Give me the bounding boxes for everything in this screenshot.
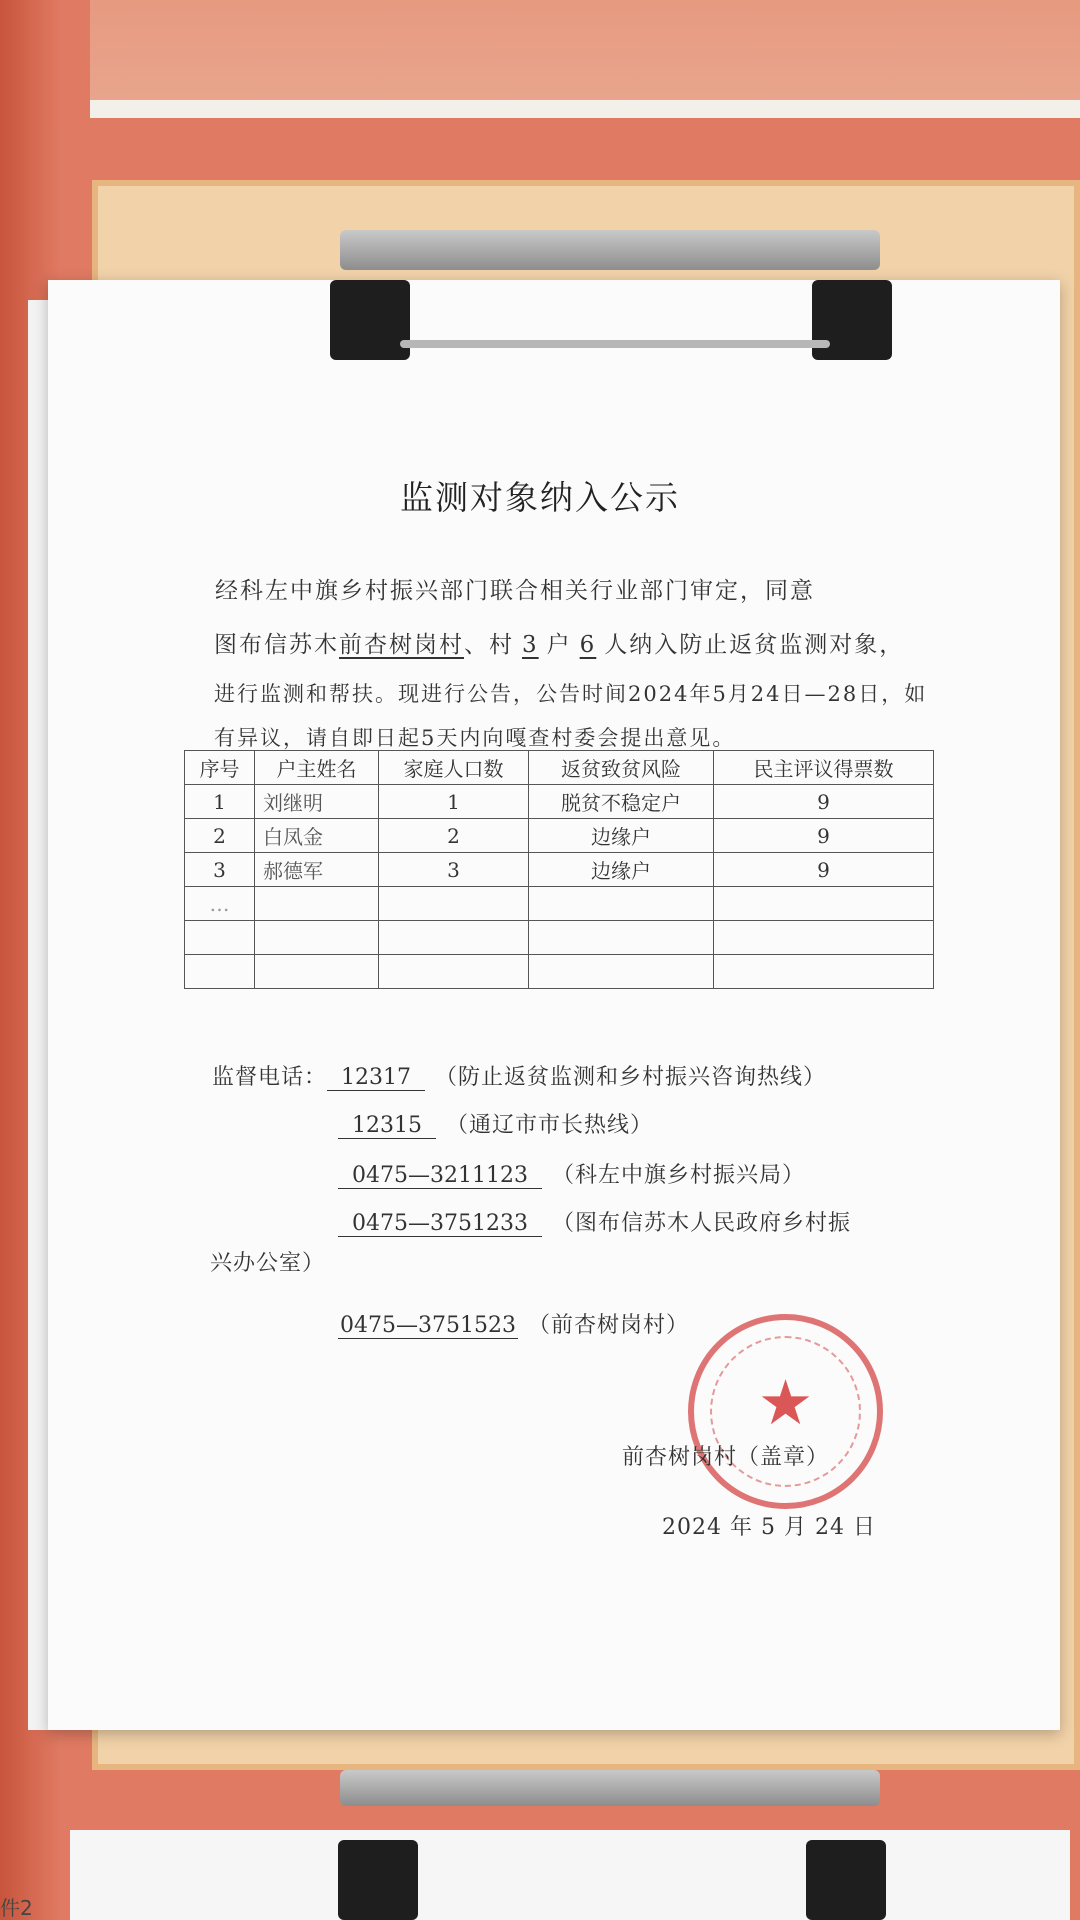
people-count: 6 bbox=[579, 632, 597, 658]
table-row: 1 刘继明 1 脱贫不稳定户 9 bbox=[185, 785, 934, 819]
clip-right-foot bbox=[812, 280, 892, 360]
table-row: … bbox=[185, 887, 934, 921]
col-header-risk: 返贫致贫风险 bbox=[529, 751, 714, 785]
phone-number: 0475—3751233 bbox=[338, 1211, 542, 1237]
phone-line-3: 0475—3211123 （科左中旗乡村振兴局） bbox=[338, 1158, 805, 1189]
signature-org: 前杏树岗村（盖章） bbox=[622, 1445, 830, 1470]
phone-number: 12315 bbox=[338, 1113, 436, 1139]
bottom-clip-left-foot bbox=[338, 1840, 418, 1920]
table-row bbox=[185, 955, 934, 989]
phone-line-4-cont: 兴办公室） bbox=[210, 1251, 326, 1276]
clip-left-foot bbox=[330, 280, 410, 360]
next-paper bbox=[70, 1830, 1070, 1920]
page-title: 监测对象纳入公示 bbox=[400, 478, 680, 517]
signature-date: 2024 年 5 月 24 日 bbox=[662, 1515, 876, 1540]
bottom-clip bbox=[340, 1770, 880, 1806]
table-row: 3 郝德军 3 边缘户 9 bbox=[185, 853, 934, 887]
notice-line-4: 有异议，请自即日起5天内向嘎查村委会提出意见。 bbox=[214, 726, 736, 750]
col-header-family-size: 家庭人口数 bbox=[379, 751, 529, 785]
table-row: 2 白凤金 2 边缘户 9 bbox=[185, 819, 934, 853]
official-seal bbox=[688, 1314, 883, 1509]
phone-number: 0475—3211123 bbox=[338, 1163, 542, 1189]
clip-wire bbox=[400, 340, 830, 348]
bottom-clip-right-foot bbox=[806, 1840, 886, 1920]
village-name: 前杏树岗村 bbox=[339, 632, 464, 658]
star-icon: ★ bbox=[757, 1366, 814, 1439]
background-board bbox=[90, 0, 1080, 118]
phone-number: 12317 bbox=[327, 1065, 425, 1091]
col-header-index: 序号 bbox=[185, 751, 255, 785]
notice-line-2: 图布信苏木前杏树岗村、村 3 户 6 人纳入防止返贫监测对象， bbox=[214, 632, 905, 658]
col-header-votes: 民主评议得票数 bbox=[714, 751, 934, 785]
notice-line-1: 经科左中旗乡村振兴部门联合相关行业部门审定，同意 bbox=[215, 578, 815, 604]
table-header-row bbox=[185, 751, 934, 785]
phone-line-4: 0475—3751233 （图布信苏木人民政府乡村振 bbox=[338, 1206, 851, 1237]
notice-line-3: 进行监测和帮扶。现进行公告，公告时间2024年5月24日—28日，如 bbox=[214, 682, 928, 706]
corner-label: 件2 bbox=[0, 1896, 33, 1920]
phone-number: 0475—3751523 bbox=[340, 1313, 516, 1338]
phone-line-1: 监督电话： 12317 （防止返贫监测和乡村振兴咨询热线） bbox=[212, 1065, 827, 1090]
household-count: 3 bbox=[522, 632, 539, 658]
phone-line-5: 0475—3751523 （前杏树岗村） bbox=[340, 1313, 689, 1338]
table-row bbox=[185, 921, 934, 955]
phone-line-2: 12315 （通辽市市长热线） bbox=[338, 1108, 653, 1139]
clipboard-clip bbox=[340, 230, 880, 270]
supervision-label: 监督电话： bbox=[212, 1065, 328, 1090]
col-header-name: 户主姓名 bbox=[255, 751, 379, 785]
monitoring-table bbox=[184, 750, 934, 989]
